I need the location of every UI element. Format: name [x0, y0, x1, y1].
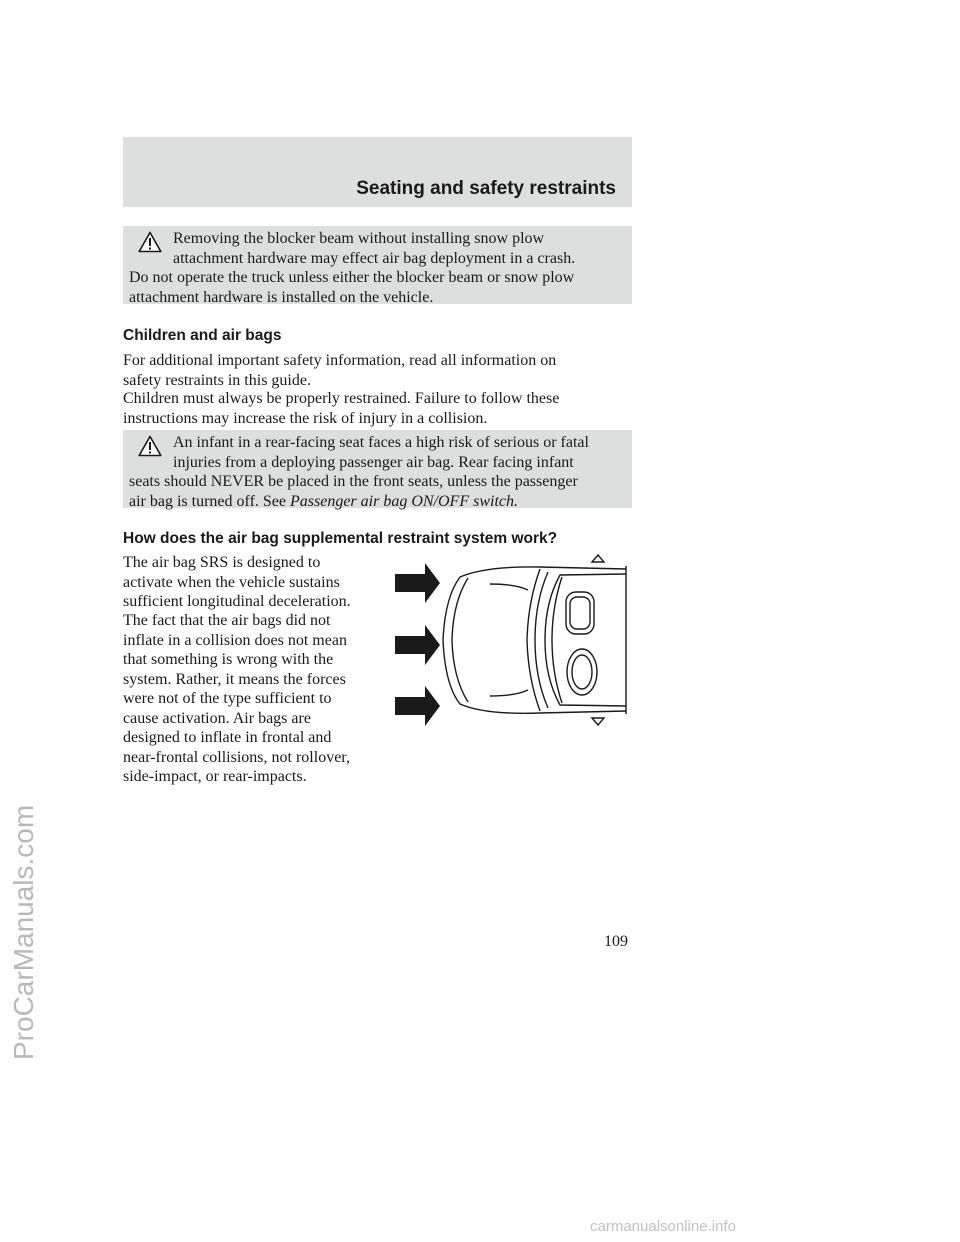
warning-line: An infant in a rear-facing seat faces a high risk of serious or fatal	[173, 434, 589, 451]
text-line: that something is wrong with the	[123, 651, 334, 668]
text-line: sufficient longitudinal deceleration.	[123, 593, 351, 610]
warning-line	[129, 492, 624, 512]
impact-arrow-icon	[395, 563, 440, 603]
paragraph-srs-activation	[123, 553, 383, 612]
section-header-band	[123, 137, 632, 207]
vehicle-frontal-impact-diagram	[390, 552, 635, 728]
warning-line: attachment hardware may effect air bag deployment in a crash.	[173, 249, 576, 267]
warning-line: Removing the blocker beam without installing snow plow	[173, 230, 545, 247]
text-line: The air bag SRS is designed to	[123, 554, 321, 571]
paragraph-children-restrained	[123, 389, 632, 428]
text-line: instructions may increase the risk of injury in a collision.	[123, 409, 488, 427]
warning-triangle-icon	[138, 435, 162, 457]
text-line: system. Rather, it means the forces	[123, 670, 346, 688]
warning-line-text: air bag is turned off. See	[129, 492, 290, 510]
page-number: 109	[604, 933, 628, 950]
text-line: For additional important safety information, read all information on	[123, 352, 557, 369]
warning-box-snow-plow	[123, 226, 632, 304]
heading-how-srs-works: How does the air bag supplemental restraint system work?	[123, 530, 558, 547]
text-line: designed to inflate in frontal and	[123, 729, 332, 746]
text-line: side-impact, or rear-impacts.	[123, 768, 307, 785]
warning-line: Do not operate the truck unless either the blocker beam or snow plow	[129, 269, 575, 286]
warning-line: seats should NEVER be placed in the front seats, unless the passenger	[129, 473, 578, 490]
impact-arrow-icon	[395, 625, 440, 665]
warning-line: attachment hardware is installed on the vehicle.	[129, 288, 434, 306]
warning-triangle-icon	[138, 231, 162, 253]
impact-arrow-icon	[395, 686, 440, 726]
text-line: inflate in a collision does not mean	[123, 631, 347, 649]
paragraph-safety-info	[123, 351, 632, 390]
text-line: were not of the type sufficient to	[123, 690, 332, 707]
warning-box-infant-seat	[123, 430, 632, 508]
text-line: cause activation. Air bags are	[123, 709, 311, 727]
vehicle-outline-icon	[443, 555, 626, 725]
cross-reference-link[interactable]: Passenger air bag ON/OFF switch.	[290, 492, 518, 510]
text-line: near-frontal collisions, not rollover,	[123, 748, 350, 766]
paragraph-srs-inflation	[123, 611, 383, 787]
section-title: Seating and safety restraints	[356, 178, 616, 199]
text-line: activate when the vehicle sustains	[123, 573, 340, 591]
side-watermark: ProCarManuals.com	[8, 804, 39, 1060]
text-line: Children must always be properly restrained. Failure to follow these	[123, 390, 560, 407]
heading-children-air-bags: Children and air bags	[123, 327, 282, 344]
footer-watermark: carmanualsonline.info	[590, 1218, 736, 1235]
warning-line: injuries from a deploying passenger air bag. Rear facing infant	[173, 453, 574, 471]
text-line: The fact that the air bags did not	[123, 612, 331, 629]
text-line: safety restraints in this guide.	[123, 371, 311, 389]
